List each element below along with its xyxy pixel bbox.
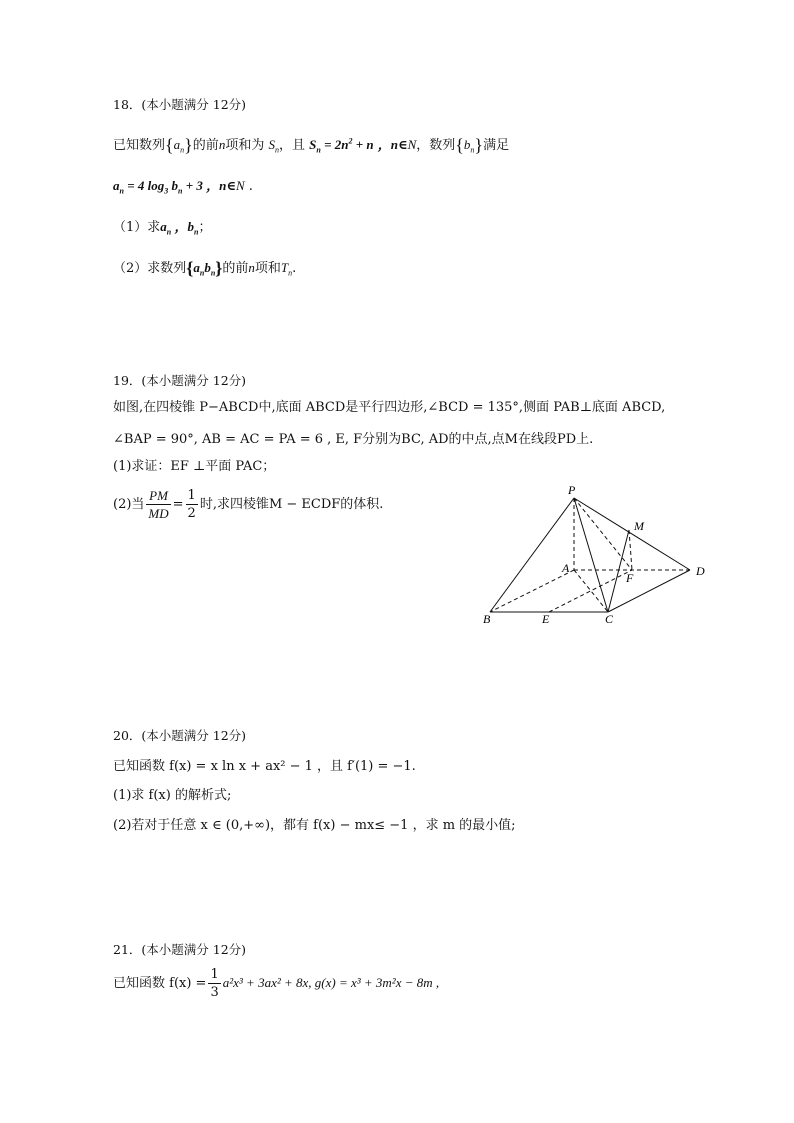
q21-line1: 已知函数 f(x) = $\frac{1}{3}$ a²x³ + 3ax² + 8x, g(x) = x³ + 3m²x − 8m , bbox=[113, 967, 440, 1000]
q21-header: 21．(本小题满分 12分) bbox=[113, 942, 247, 957]
label-D: D bbox=[696, 564, 705, 578]
q20-part2: (2)若对于任意 x ∈ (0,+∞)，都有 f(x) − mx≤ −1 ，求 m 的最小值; bbox=[113, 818, 516, 833]
label-C: C bbox=[605, 612, 614, 626]
q18-header: 18．(本小题满分 12分) bbox=[113, 97, 247, 112]
q18-part2: （2）求数列$\{a_nb_n\}$的前n项和$T_n$. bbox=[113, 258, 297, 278]
label-B: B bbox=[483, 612, 491, 626]
q20-part1: (1)求 f(x) 的解析式; bbox=[113, 788, 232, 803]
q19-part1: (1)求证：EF ⊥平面 PAC； bbox=[113, 459, 276, 474]
q18-part1: （1）求$a_n$ ，$b_n$； bbox=[113, 219, 212, 237]
q18-line1: 已知数列$\{a_n\}$的前n项和为 $S_n$，且 $S_n = 2n^2 + n$ ，n∈N，数列$\{b_n\}$满足 bbox=[113, 135, 510, 155]
q20-line1: 已知函数 f(x) = x ln x + ax² − 1 ，且 f′(1) = −1. bbox=[113, 759, 416, 774]
label-F: F bbox=[626, 571, 634, 585]
q19-header: 19．(本小题满分 12分) bbox=[113, 373, 247, 388]
label-P: P bbox=[568, 483, 576, 497]
q19-line2: ∠BAP = 90°, AB = AC = PA = 6 , E, F分别为BC, AD的中点,点M在线段PD上. bbox=[113, 432, 594, 447]
q19-part2: (2)当 $\frac{PM}{MD}$ = $\frac{1}{2}$ 时,求四棱锥M − ECDF的体积. bbox=[113, 488, 384, 521]
label-M: M bbox=[634, 519, 644, 533]
pyramid-figure bbox=[470, 480, 720, 634]
q20-header: 20．(本小题满分 12分) bbox=[113, 728, 247, 743]
label-E: E bbox=[542, 612, 550, 626]
label-A: A bbox=[562, 561, 570, 575]
q19-line1: 如图,在四棱锥 P−ABCD中,底面 ABCD是平行四边形,∠BCD = 135°,侧面 PAB⊥底面 ABCD, bbox=[113, 400, 666, 415]
q18-line2: $a_n = 4$ $\log_3 b_n + 3$ ，n∈N . bbox=[113, 178, 253, 196]
